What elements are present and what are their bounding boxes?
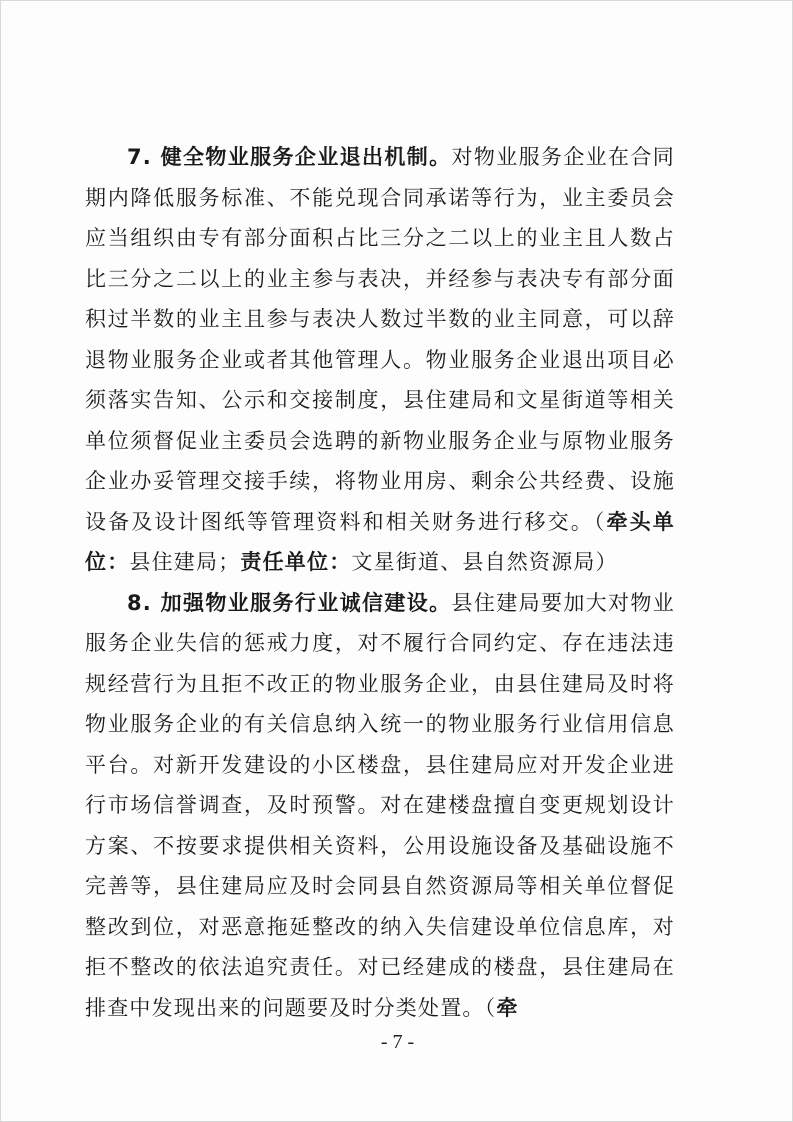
- paragraph-8-text: 县住建局要加大对物业服务企业失信的惩戒力度，对不履行合同约定、存在违法违规经营行为且拒不改正的物业服务企业，由县住建局及时将物业服务企业的有关信息纳入统一的物业服务行业信用信息平台。对新开发建设的小区楼盘，县住建局应对开发企业进行市场信誉调查，及时预警。对在建楼盘擅自变更规划设计方案、不按要求提供相关资料，公用设施设备及基础设施不完善等，县住建局应及时会同县自然资源局等相关单位督促整改到位，对恶意拖延整改的纳入失信建设单位信息库，对拒不整改的依法追究责任。对已经建成的楼盘，县住建局在排查中发现出来的问题要及时分类处置。（: [85, 590, 675, 1020]
- paragraph-8-heading: 8. 加强物业服务行业诚信建设。: [127, 590, 452, 615]
- paragraph-8-tail: 牵: [496, 995, 519, 1020]
- paragraph-7-text: 对物业服务企业在合同期内降低服务标准、不能兑现合同承诺等行为，业主委员会应当组织由专有部分面积占比三分之二以上的业主且人数占比三分之二以上的业主参与表决，并经参与表决专有部分面积过半数的业主且参与表决人数过半数的业主同意，可以辞退物业服务企业或者其他管理人。物业服务企业退出项目必须落实告知、公示和交接制度，县住建局和文星街道等相关单位须督促业主委员会选聘的新物业服务企业与原物业服务企业办妥管理交接手续，将物业用房、剩余公共经费、设施设备及设计图纸等管理资料和相关财务进行移交。（: [85, 145, 675, 534]
- page-number: - 7 -: [380, 1031, 415, 1053]
- paragraph-7-heading: 7. 健全物业服务企业退出机制。: [127, 145, 452, 169]
- responsible-unit-value: 文星街道、县自然资源局）: [351, 550, 618, 574]
- lead-unit-label: 牵头单位：: [85, 509, 675, 574]
- responsible-unit-label: 责任单位：: [240, 550, 352, 574]
- paragraph-item-7: [85, 137, 675, 583]
- lead-unit-value: 县住建局；: [129, 550, 241, 574]
- paragraph-item-8: [85, 583, 675, 1029]
- body-text: [85, 137, 675, 1028]
